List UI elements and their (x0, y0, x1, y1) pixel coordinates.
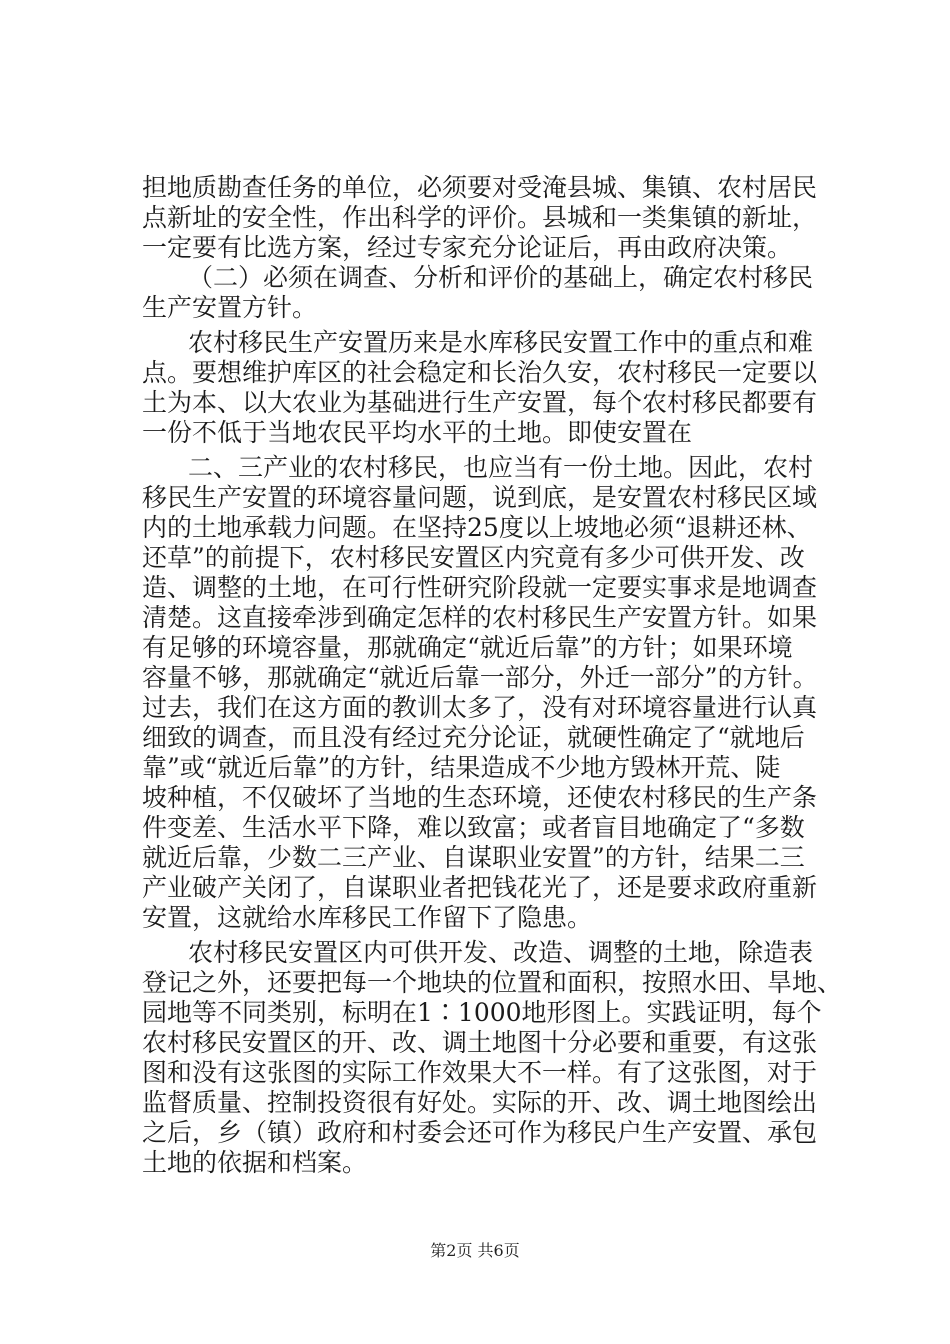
text-line: 产业破产关闭了，自谋职业者把钱花光了，还是要求政府重新 (142, 873, 818, 902)
text-line: 点新址的安全性，作出科学的评价。县城和一类集镇的新址， (142, 203, 818, 232)
text-line: 移民生产安置的环境容量问题，说到底，是安置农村移民区域 (142, 483, 818, 512)
text-line: 还草”的前提下，农村移民安置区内究竟有多少可供开发、改 (142, 543, 805, 572)
text-line: 监督质量、控制投资很有好处。实际的开、改、调土地图绘出 (142, 1088, 818, 1117)
text-line: 图和没有这张图的实际工作效果大不一样。有了这张图，对于 (142, 1058, 818, 1087)
text-line: 一份不低于当地农民平均水平的土地。即使安置在 (142, 418, 693, 447)
text-line: 园地等不同类别，标明在1∶1000地形图上。实践证明，每个 (142, 998, 822, 1027)
text-line: 容量不够，那就确定“就近后靠一部分，外迁一部分”的方针。 (142, 663, 818, 692)
text-line: 清楚。这直接牵涉到确定怎样的农村移民生产安置方针。如果 (142, 603, 818, 632)
text-line: 安置，这就给水库移民工作留下了隐患。 (142, 903, 593, 932)
text-line: 点。要想维护库区的社会稳定和长治久安，农村移民一定要以 (142, 358, 818, 387)
text-line: 有足够的环境容量，那就确定“就近后靠”的方针；如果环境 (142, 633, 793, 662)
text-line: 内的土地承载力问题。在坚持25度以上坡地必须“退耕还林、 (142, 513, 812, 542)
text-line: 坡种植，不仅破坏了当地的生态环境，还使农村移民的生产条 (142, 783, 818, 812)
text-line: 一定要有比选方案，经过专家充分论证后，再由政府决策。 (142, 233, 793, 262)
text-line: 担地质勘查任务的单位，必须要对受淹县城、集镇、农村居民 (142, 173, 818, 202)
text-line: 靠”或“就近后靠”的方针，结果造成不少地方毁林开荒、陡 (142, 753, 781, 782)
text-line: 造、调整的土地，在可行性研究阶段就一定要实事求是地调查 (142, 573, 818, 602)
text-line: 件变差、生活水平下降，难以致富；或者盲目地确定了“多数 (142, 813, 805, 842)
text-line: 农村移民安置区的开、改、调土地图十分必要和重要，有这张 (142, 1028, 818, 1057)
text-line: 登记之外，还要把每一个地块的位置和面积，按照水田、旱地、 (142, 968, 843, 997)
text-line: 农村移民安置区内可供开发、改造、调整的土地，除造表 (188, 938, 814, 967)
text-line: 之后，乡（镇）政府和村委会还可作为移民户生产安置、承包 (142, 1118, 818, 1147)
text-line: 细致的调查，而且没有经过充分论证，就硬性确定了“就地后 (142, 723, 805, 752)
page-number-footer: 第2页 共6页 (430, 1241, 520, 1260)
text-line: 二、三产业的农村移民，也应当有一份土地。因此，农村 (188, 453, 814, 482)
text-line: （二）必须在调查、分析和评价的基础上，确定农村移民 (188, 263, 814, 292)
text-line: 农村移民生产安置历来是水库移民安置工作中的重点和难 (188, 328, 814, 357)
text-line: 土为本、以大农业为基础进行生产安置，每个农村移民都要有 (142, 388, 818, 417)
text-line: 生产安置方针。 (142, 293, 318, 322)
text-line: 过去，我们在这方面的教训太多了，没有对环境容量进行认真 (142, 693, 818, 722)
text-line: 土地的依据和档案。 (142, 1148, 368, 1177)
text-line: 就近后靠，少数二三产业、自谋职业安置”的方针，结果二三 (142, 843, 805, 872)
